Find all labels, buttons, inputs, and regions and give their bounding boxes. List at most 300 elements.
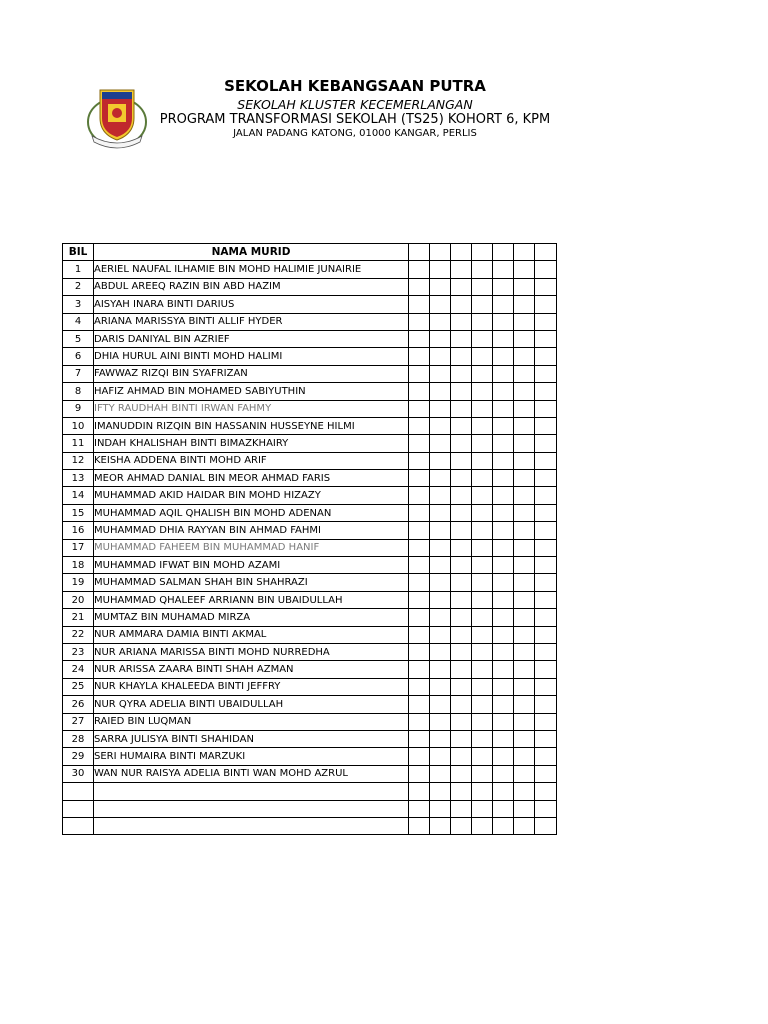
table-header-row: [63, 244, 557, 261]
blank-cell: [409, 296, 430, 313]
blank-cell: [472, 522, 493, 539]
table-row: [63, 470, 557, 487]
row-number: [63, 817, 94, 834]
blank-cell: [409, 574, 430, 591]
row-number: 30: [63, 765, 94, 782]
blank-cell: [451, 261, 472, 278]
program-title: PROGRAM TRANSFORMASI SEKOLAH (TS25) KOHORT 6, KPM: [159, 112, 551, 127]
blank-cell: [514, 522, 535, 539]
blank-cell: [493, 609, 514, 626]
blank-cell: [514, 800, 535, 817]
blank-cell: [493, 296, 514, 313]
blank-cell: [535, 383, 557, 400]
table-row: [63, 574, 557, 591]
blank-cell: [493, 783, 514, 800]
student-name: MUMTAZ BIN MUHAMAD MIRZA: [94, 609, 409, 626]
blank-cell: [535, 330, 557, 347]
blank-cell: [430, 313, 451, 330]
blank-cell: [493, 522, 514, 539]
blank-cell: [535, 400, 557, 417]
blank-cell: [472, 330, 493, 347]
table-row: [63, 417, 557, 434]
empty-table-row: [63, 817, 557, 834]
blank-cell: [451, 400, 472, 417]
blank-cell: [493, 435, 514, 452]
blank-cell: [451, 678, 472, 695]
blank-cell: [409, 261, 430, 278]
blank-cell: [409, 365, 430, 382]
blank-cell: [493, 661, 514, 678]
blank-cell: [514, 539, 535, 556]
blank-cell: [409, 817, 430, 834]
row-number: 3: [63, 296, 94, 313]
col-name-header: NAMA MURID: [94, 244, 409, 261]
blank-cell: [535, 783, 557, 800]
blank-cell: [430, 417, 451, 434]
blank-cell: [514, 591, 535, 608]
blank-cell: [430, 435, 451, 452]
blank-cell: [535, 452, 557, 469]
blank-cell: [472, 748, 493, 765]
blank-cell: [451, 330, 472, 347]
blank-cell: [535, 609, 557, 626]
row-number: 20: [63, 591, 94, 608]
blank-cell: [514, 661, 535, 678]
student-name: IFTY RAUDHAH BINTI IRWAN FAHMY: [94, 400, 409, 417]
blank-cell: [451, 800, 472, 817]
row-number: [63, 800, 94, 817]
blank-cell: [535, 522, 557, 539]
school-tagline: SEKOLAH KLUSTER KECEMERLANGAN: [237, 97, 473, 112]
blank-cell: [430, 713, 451, 730]
table-row: [63, 522, 557, 539]
row-number: 4: [63, 313, 94, 330]
table-row: [63, 661, 557, 678]
blank-cell: [451, 278, 472, 295]
blank-column-header: [514, 244, 535, 261]
blank-cell: [451, 435, 472, 452]
blank-cell: [493, 313, 514, 330]
blank-cell: [472, 452, 493, 469]
blank-cell: [493, 348, 514, 365]
blank-cell: [535, 678, 557, 695]
blank-cell: [472, 643, 493, 660]
blank-cell: [409, 452, 430, 469]
row-number: 10: [63, 417, 94, 434]
blank-cell: [535, 800, 557, 817]
blank-cell: [409, 470, 430, 487]
blank-column-header: [451, 244, 472, 261]
blank-cell: [409, 696, 430, 713]
blank-cell: [430, 504, 451, 521]
student-name: [94, 783, 409, 800]
blank-cell: [514, 609, 535, 626]
row-number: [63, 783, 94, 800]
blank-cell: [409, 748, 430, 765]
blank-cell: [451, 643, 472, 660]
blank-cell: [514, 261, 535, 278]
blank-cell: [472, 383, 493, 400]
blank-cell: [535, 470, 557, 487]
blank-cell: [493, 591, 514, 608]
blank-cell: [535, 313, 557, 330]
blank-cell: [472, 713, 493, 730]
student-name: IMANUDDIN RIZQIN BIN HASSANIN HUSSEYNE HILMI: [94, 417, 409, 434]
row-number: 24: [63, 661, 94, 678]
blank-cell: [430, 591, 451, 608]
table-row: [63, 487, 557, 504]
blank-cell: [451, 609, 472, 626]
blank-cell: [409, 522, 430, 539]
blank-cell: [451, 661, 472, 678]
table-row: [63, 504, 557, 521]
blank-cell: [409, 609, 430, 626]
blank-cell: [472, 626, 493, 643]
table-row: [63, 696, 557, 713]
blank-cell: [514, 643, 535, 660]
blank-cell: [535, 504, 557, 521]
row-number: 2: [63, 278, 94, 295]
blank-cell: [535, 626, 557, 643]
blank-cell: [493, 330, 514, 347]
blank-cell: [472, 400, 493, 417]
student-name: ABDUL AREEQ RAZIN BIN ABD HAZIM: [94, 278, 409, 295]
blank-cell: [430, 696, 451, 713]
blank-cell: [535, 487, 557, 504]
school-crest-logo: [86, 84, 148, 150]
blank-cell: [409, 313, 430, 330]
student-name: NUR AMMARA DAMIA BINTI AKMAL: [94, 626, 409, 643]
student-name: NUR ARIANA MARISSA BINTI MOHD NURREDHA: [94, 643, 409, 660]
blank-cell: [493, 557, 514, 574]
student-name: MEOR AHMAD DANIAL BIN MEOR AHMAD FARIS: [94, 470, 409, 487]
blank-cell: [493, 383, 514, 400]
blank-cell: [430, 643, 451, 660]
blank-cell: [514, 783, 535, 800]
blank-cell: [451, 539, 472, 556]
row-number: 28: [63, 730, 94, 747]
blank-cell: [409, 730, 430, 747]
blank-cell: [472, 296, 493, 313]
table-row: [63, 730, 557, 747]
blank-cell: [535, 696, 557, 713]
blank-cell: [409, 783, 430, 800]
blank-cell: [409, 591, 430, 608]
blank-cell: [451, 296, 472, 313]
blank-cell: [514, 713, 535, 730]
blank-cell: [430, 748, 451, 765]
student-name: SERI HUMAIRA BINTI MARZUKI: [94, 748, 409, 765]
blank-cell: [493, 696, 514, 713]
blank-cell: [409, 765, 430, 782]
blank-cell: [430, 730, 451, 747]
blank-cell: [472, 365, 493, 382]
table-row: [63, 678, 557, 695]
blank-cell: [535, 661, 557, 678]
table-row: [63, 435, 557, 452]
blank-cell: [451, 452, 472, 469]
blank-cell: [535, 539, 557, 556]
blank-cell: [514, 470, 535, 487]
blank-cell: [493, 765, 514, 782]
blank-cell: [451, 365, 472, 382]
table-row: [63, 313, 557, 330]
blank-cell: [430, 539, 451, 556]
blank-column-header: [430, 244, 451, 261]
blank-cell: [409, 678, 430, 695]
blank-cell: [514, 817, 535, 834]
blank-cell: [493, 800, 514, 817]
blank-cell: [514, 417, 535, 434]
row-number: 26: [63, 696, 94, 713]
blank-cell: [493, 678, 514, 695]
blank-cell: [472, 348, 493, 365]
student-name: RAIED BIN LUQMAN: [94, 713, 409, 730]
student-name: WAN NUR RAISYA ADELIA BINTI WAN MOHD AZRUL: [94, 765, 409, 782]
col-bil-header: BIL: [63, 244, 94, 261]
table-row: [63, 591, 557, 608]
blank-cell: [409, 417, 430, 434]
table-row: [63, 365, 557, 382]
blank-cell: [430, 678, 451, 695]
blank-cell: [430, 574, 451, 591]
table-row: [63, 330, 557, 347]
table-row: [63, 643, 557, 660]
blank-cell: [493, 504, 514, 521]
blank-cell: [430, 817, 451, 834]
blank-cell: [472, 591, 493, 608]
student-name: SARRA JULISYA BINTI SHAHIDAN: [94, 730, 409, 747]
blank-cell: [493, 487, 514, 504]
row-number: 5: [63, 330, 94, 347]
blank-cell: [430, 470, 451, 487]
blank-cell: [514, 330, 535, 347]
student-name: NUR ARISSA ZAARA BINTI SHAH AZMAN: [94, 661, 409, 678]
blank-cell: [472, 487, 493, 504]
blank-cell: [409, 348, 430, 365]
blank-cell: [430, 296, 451, 313]
row-number: 9: [63, 400, 94, 417]
blank-cell: [430, 800, 451, 817]
blank-cell: [430, 609, 451, 626]
blank-cell: [472, 504, 493, 521]
table-row: [63, 539, 557, 556]
blank-cell: [472, 539, 493, 556]
blank-cell: [514, 696, 535, 713]
row-number: 17: [63, 539, 94, 556]
blank-cell: [514, 626, 535, 643]
blank-cell: [514, 435, 535, 452]
blank-cell: [514, 383, 535, 400]
blank-cell: [514, 365, 535, 382]
row-number: 6: [63, 348, 94, 365]
blank-cell: [472, 783, 493, 800]
row-number: 11: [63, 435, 94, 452]
blank-cell: [451, 783, 472, 800]
blank-cell: [472, 278, 493, 295]
blank-column-header: [493, 244, 514, 261]
blank-cell: [472, 661, 493, 678]
row-number: 7: [63, 365, 94, 382]
row-number: 13: [63, 470, 94, 487]
blank-cell: [535, 261, 557, 278]
blank-cell: [451, 817, 472, 834]
blank-cell: [451, 713, 472, 730]
blank-cell: [535, 713, 557, 730]
blank-cell: [514, 765, 535, 782]
blank-cell: [493, 713, 514, 730]
row-number: 22: [63, 626, 94, 643]
blank-cell: [451, 730, 472, 747]
row-number: 29: [63, 748, 94, 765]
table-row: [63, 713, 557, 730]
blank-cell: [472, 557, 493, 574]
blank-cell: [409, 661, 430, 678]
blank-cell: [493, 470, 514, 487]
student-name: DARIS DANIYAL BIN AZRIEF: [94, 330, 409, 347]
student-name: HAFIZ AHMAD BIN MOHAMED SABIYUTHIN: [94, 383, 409, 400]
blank-cell: [535, 296, 557, 313]
blank-cell: [409, 557, 430, 574]
student-name: MUHAMMAD FAHEEM BIN MUHAMMAD HANIF: [94, 539, 409, 556]
blank-cell: [430, 348, 451, 365]
blank-cell: [493, 278, 514, 295]
row-number: 18: [63, 557, 94, 574]
blank-cell: [514, 557, 535, 574]
blank-cell: [409, 330, 430, 347]
blank-cell: [514, 348, 535, 365]
blank-cell: [451, 504, 472, 521]
blank-cell: [535, 574, 557, 591]
blank-cell: [472, 730, 493, 747]
blank-cell: [514, 278, 535, 295]
blank-cell: [430, 400, 451, 417]
blank-cell: [472, 765, 493, 782]
blank-cell: [451, 487, 472, 504]
student-name: MUHAMMAD IFWAT BIN MOHD AZAMI: [94, 557, 409, 574]
student-name: DHIA HURUL AINI BINTI MOHD HALIMI: [94, 348, 409, 365]
blank-cell: [535, 591, 557, 608]
blank-column-header: [472, 244, 493, 261]
blank-cell: [451, 748, 472, 765]
blank-cell: [493, 365, 514, 382]
blank-cell: [430, 765, 451, 782]
blank-cell: [472, 417, 493, 434]
blank-cell: [514, 452, 535, 469]
blank-cell: [409, 383, 430, 400]
blank-cell: [472, 313, 493, 330]
row-number: 23: [63, 643, 94, 660]
student-name: MUHAMMAD AKID HAIDAR BIN MOHD HIZAZY: [94, 487, 409, 504]
student-name: KEISHA ADDENA BINTI MOHD ARIF: [94, 452, 409, 469]
blank-cell: [535, 765, 557, 782]
blank-cell: [472, 800, 493, 817]
student-name: ARIANA MARISSYA BINTI ALLIF HYDER: [94, 313, 409, 330]
blank-cell: [493, 626, 514, 643]
blank-cell: [514, 296, 535, 313]
blank-cell: [451, 574, 472, 591]
blank-cell: [493, 817, 514, 834]
blank-cell: [409, 539, 430, 556]
blank-cell: [430, 626, 451, 643]
student-name: AERIEL NAUFAL ILHAMIE BIN MOHD HALIMIE JUNAIRIE: [94, 261, 409, 278]
blank-cell: [535, 730, 557, 747]
blank-cell: [451, 348, 472, 365]
student-name: MUHAMMAD AQIL QHALISH BIN MOHD ADENAN: [94, 504, 409, 521]
table-row: [63, 452, 557, 469]
blank-cell: [493, 730, 514, 747]
table-row: [63, 557, 557, 574]
row-number: 8: [63, 383, 94, 400]
row-number: 1: [63, 261, 94, 278]
blank-cell: [451, 696, 472, 713]
student-name: NUR KHAYLA KHALEEDA BINTI JEFFRY: [94, 678, 409, 695]
student-name: FAWWAZ RIZQI BIN SYAFRIZAN: [94, 365, 409, 382]
student-name: INDAH KHALISHAH BINTI BIMAZKHAIRY: [94, 435, 409, 452]
empty-table-row: [63, 800, 557, 817]
blank-cell: [514, 748, 535, 765]
blank-cell: [409, 504, 430, 521]
blank-cell: [451, 557, 472, 574]
blank-cell: [472, 574, 493, 591]
blank-cell: [472, 696, 493, 713]
blank-cell: [535, 435, 557, 452]
table-row: [63, 626, 557, 643]
blank-cell: [472, 609, 493, 626]
school-name: SEKOLAH KEBANGSAAN PUTRA: [224, 77, 486, 95]
blank-cell: [451, 470, 472, 487]
blank-cell: [430, 557, 451, 574]
blank-cell: [493, 643, 514, 660]
blank-cell: [514, 487, 535, 504]
blank-cell: [535, 748, 557, 765]
student-list-table: [62, 243, 557, 835]
blank-cell: [514, 574, 535, 591]
table-row: [63, 261, 557, 278]
blank-cell: [451, 591, 472, 608]
blank-cell: [535, 348, 557, 365]
blank-cell: [409, 626, 430, 643]
blank-cell: [535, 278, 557, 295]
blank-cell: [514, 400, 535, 417]
row-number: 14: [63, 487, 94, 504]
blank-cell: [535, 557, 557, 574]
blank-cell: [472, 435, 493, 452]
blank-column-header: [409, 244, 430, 261]
blank-cell: [409, 487, 430, 504]
school-address: JALAN PADANG KATONG, 01000 KANGAR, PERLIS: [233, 128, 477, 139]
blank-cell: [409, 713, 430, 730]
blank-cell: [451, 313, 472, 330]
blank-cell: [430, 452, 451, 469]
table-row: [63, 765, 557, 782]
table-row: [63, 748, 557, 765]
blank-cell: [430, 522, 451, 539]
blank-cell: [409, 800, 430, 817]
row-number: 12: [63, 452, 94, 469]
blank-cell: [535, 417, 557, 434]
blank-cell: [535, 365, 557, 382]
blank-cell: [493, 261, 514, 278]
table-row: [63, 348, 557, 365]
blank-cell: [430, 383, 451, 400]
blank-cell: [514, 730, 535, 747]
student-name: AISYAH INARA BINTI DARIUS: [94, 296, 409, 313]
blank-cell: [535, 643, 557, 660]
blank-cell: [472, 470, 493, 487]
blank-cell: [493, 574, 514, 591]
blank-cell: [535, 817, 557, 834]
